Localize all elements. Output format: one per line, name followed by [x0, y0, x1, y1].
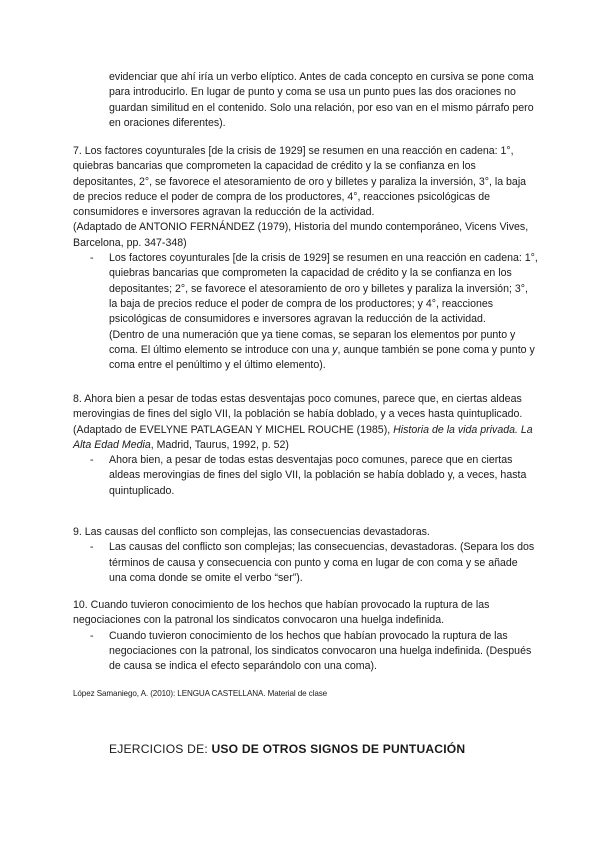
exercise-8-answer	[73, 453, 538, 499]
exercise-7-answer	[73, 251, 538, 373]
heading-prefix: EJERCICIOS DE:	[109, 742, 212, 756]
continuation-paragraph: evidenciar que ahí iría un verbo elíptico. Antes de cada concepto en cursiva se pone coma para introducirlo. En lugar de punto y coma se usa un punto pues las dos oraciones no guardan similitud en el contenido. Solo una relación, por eso van en el mismo párrafo pero en oraciones diferentes).	[109, 71, 534, 129]
exercise-10	[73, 598, 538, 674]
heading-title: USO DE OTROS SIGNOS DE PUNTUACIÓN	[211, 742, 466, 756]
exercise-9-answer-text: Las causas del conflicto son complejas; las consecuencias, devastadoras. (Separa los dos términos de causa y consecuencia con punto y coma en lugar de con coma y se añade una coma donde se omite el verbo “ser”).	[109, 541, 535, 584]
exercise-9-text: 9. Las causas del conflicto son complejas, las consecuencias devastadoras.	[73, 526, 430, 538]
exercise-10-answer	[73, 629, 538, 675]
exercise-10-answer-text: Cuando tuvieron conocimiento de los hechos que habían provocado la ruptura de las negociaciones con la patronal, los sindicatos convocaron una huelga indefinida. (Después de causa se indica el efecto separándolo con una coma).	[109, 629, 532, 673]
exercise-10-text: 10. Cuando tuvieron conocimiento de los hechos que habían provocado la ruptura de las negociaciones con la patronal los sindicatos convocaron una huelga indefinida.	[73, 599, 490, 627]
exercise-8-source: (Adaptado de EVELYNE PATLAGEAN Y MICHEL ROUCHE (1985), Historia de la vida privada. La Alta Edad Media, Madrid, Taurus, 1992, p. 52)	[73, 423, 533, 451]
exercise-8-text: 8. Ahora bien a pesar de todas estas desventajas poco comunes, parece que, en ciertas aldeas merovingias de fines del siglo VII, la población se había doblado, y a veces hasta quintuplicado.	[73, 393, 523, 421]
bullet-dash: -	[90, 252, 94, 265]
exercise-7-text: 7. Los factores coyunturales [de la crisis de 1929] se resumen en una reacción en cadena: 1°, quiebras bancarias que comprometen la capacidad de crédito y la se confianza en los depositantes, 2°, se favorece el atesoramiento de oro y billetes y paraliza la inversión, 3°, la baja de precios reduce el poder de compra de los productores, 4°, reacciones psicológicas de consumidores e inversores agravan la reducción de la actividad.	[73, 145, 527, 219]
section-heading	[109, 742, 465, 756]
exercise-9	[73, 525, 538, 586]
footer-citation: López Samaniego, A. (2010): LENGUA CASTELLANA. Material de clase	[73, 689, 328, 698]
exercise-9-answer	[73, 540, 538, 586]
bullet-dash: -	[90, 454, 94, 467]
bullet-dash: -	[90, 541, 94, 554]
exercise-8-answer-text: Ahora bien, a pesar de todas estas desventajas poco comunes, parece que en ciertas aldeas merovingias de fines del siglo VII, la población se había doblado y, a veces, hasta quintuplicado.	[109, 454, 527, 497]
exercise-7	[73, 144, 538, 373]
exercise-7-answer-text: Los factores coyunturales [de la crisis de 1929] se resumen en una reacción en cadena: 1°, quiebras bancarias que comprometen la capacidad de crédito y la se confianza en los depositantes; 2°, se favorece el atesoramiento de oro y billetes y paraliza la inversión; 3°, la baja de precios reduce el poder de compra de los productores; y 4°, reacciones psicológicas de consumidores e inversores agravan la reducción de la actividad.	[109, 252, 538, 326]
exercise-7-source: (Adaptado de ANTONIO FERNÁNDEZ (1979), Historia del mundo contemporáneo, Vicens Vives, Barcelona, pp. 347-348)	[73, 221, 529, 249]
bullet-dash: -	[90, 629, 94, 642]
exercise-8	[73, 392, 538, 499]
exercise-7-note: (Dentro de una numeración que ya tiene comas, se separan los elementos por punto y coma. El último elemento se introduce con una y, aunque también se pone coma y punto y coma entre el penúltimo y el último elemento).	[109, 328, 535, 372]
